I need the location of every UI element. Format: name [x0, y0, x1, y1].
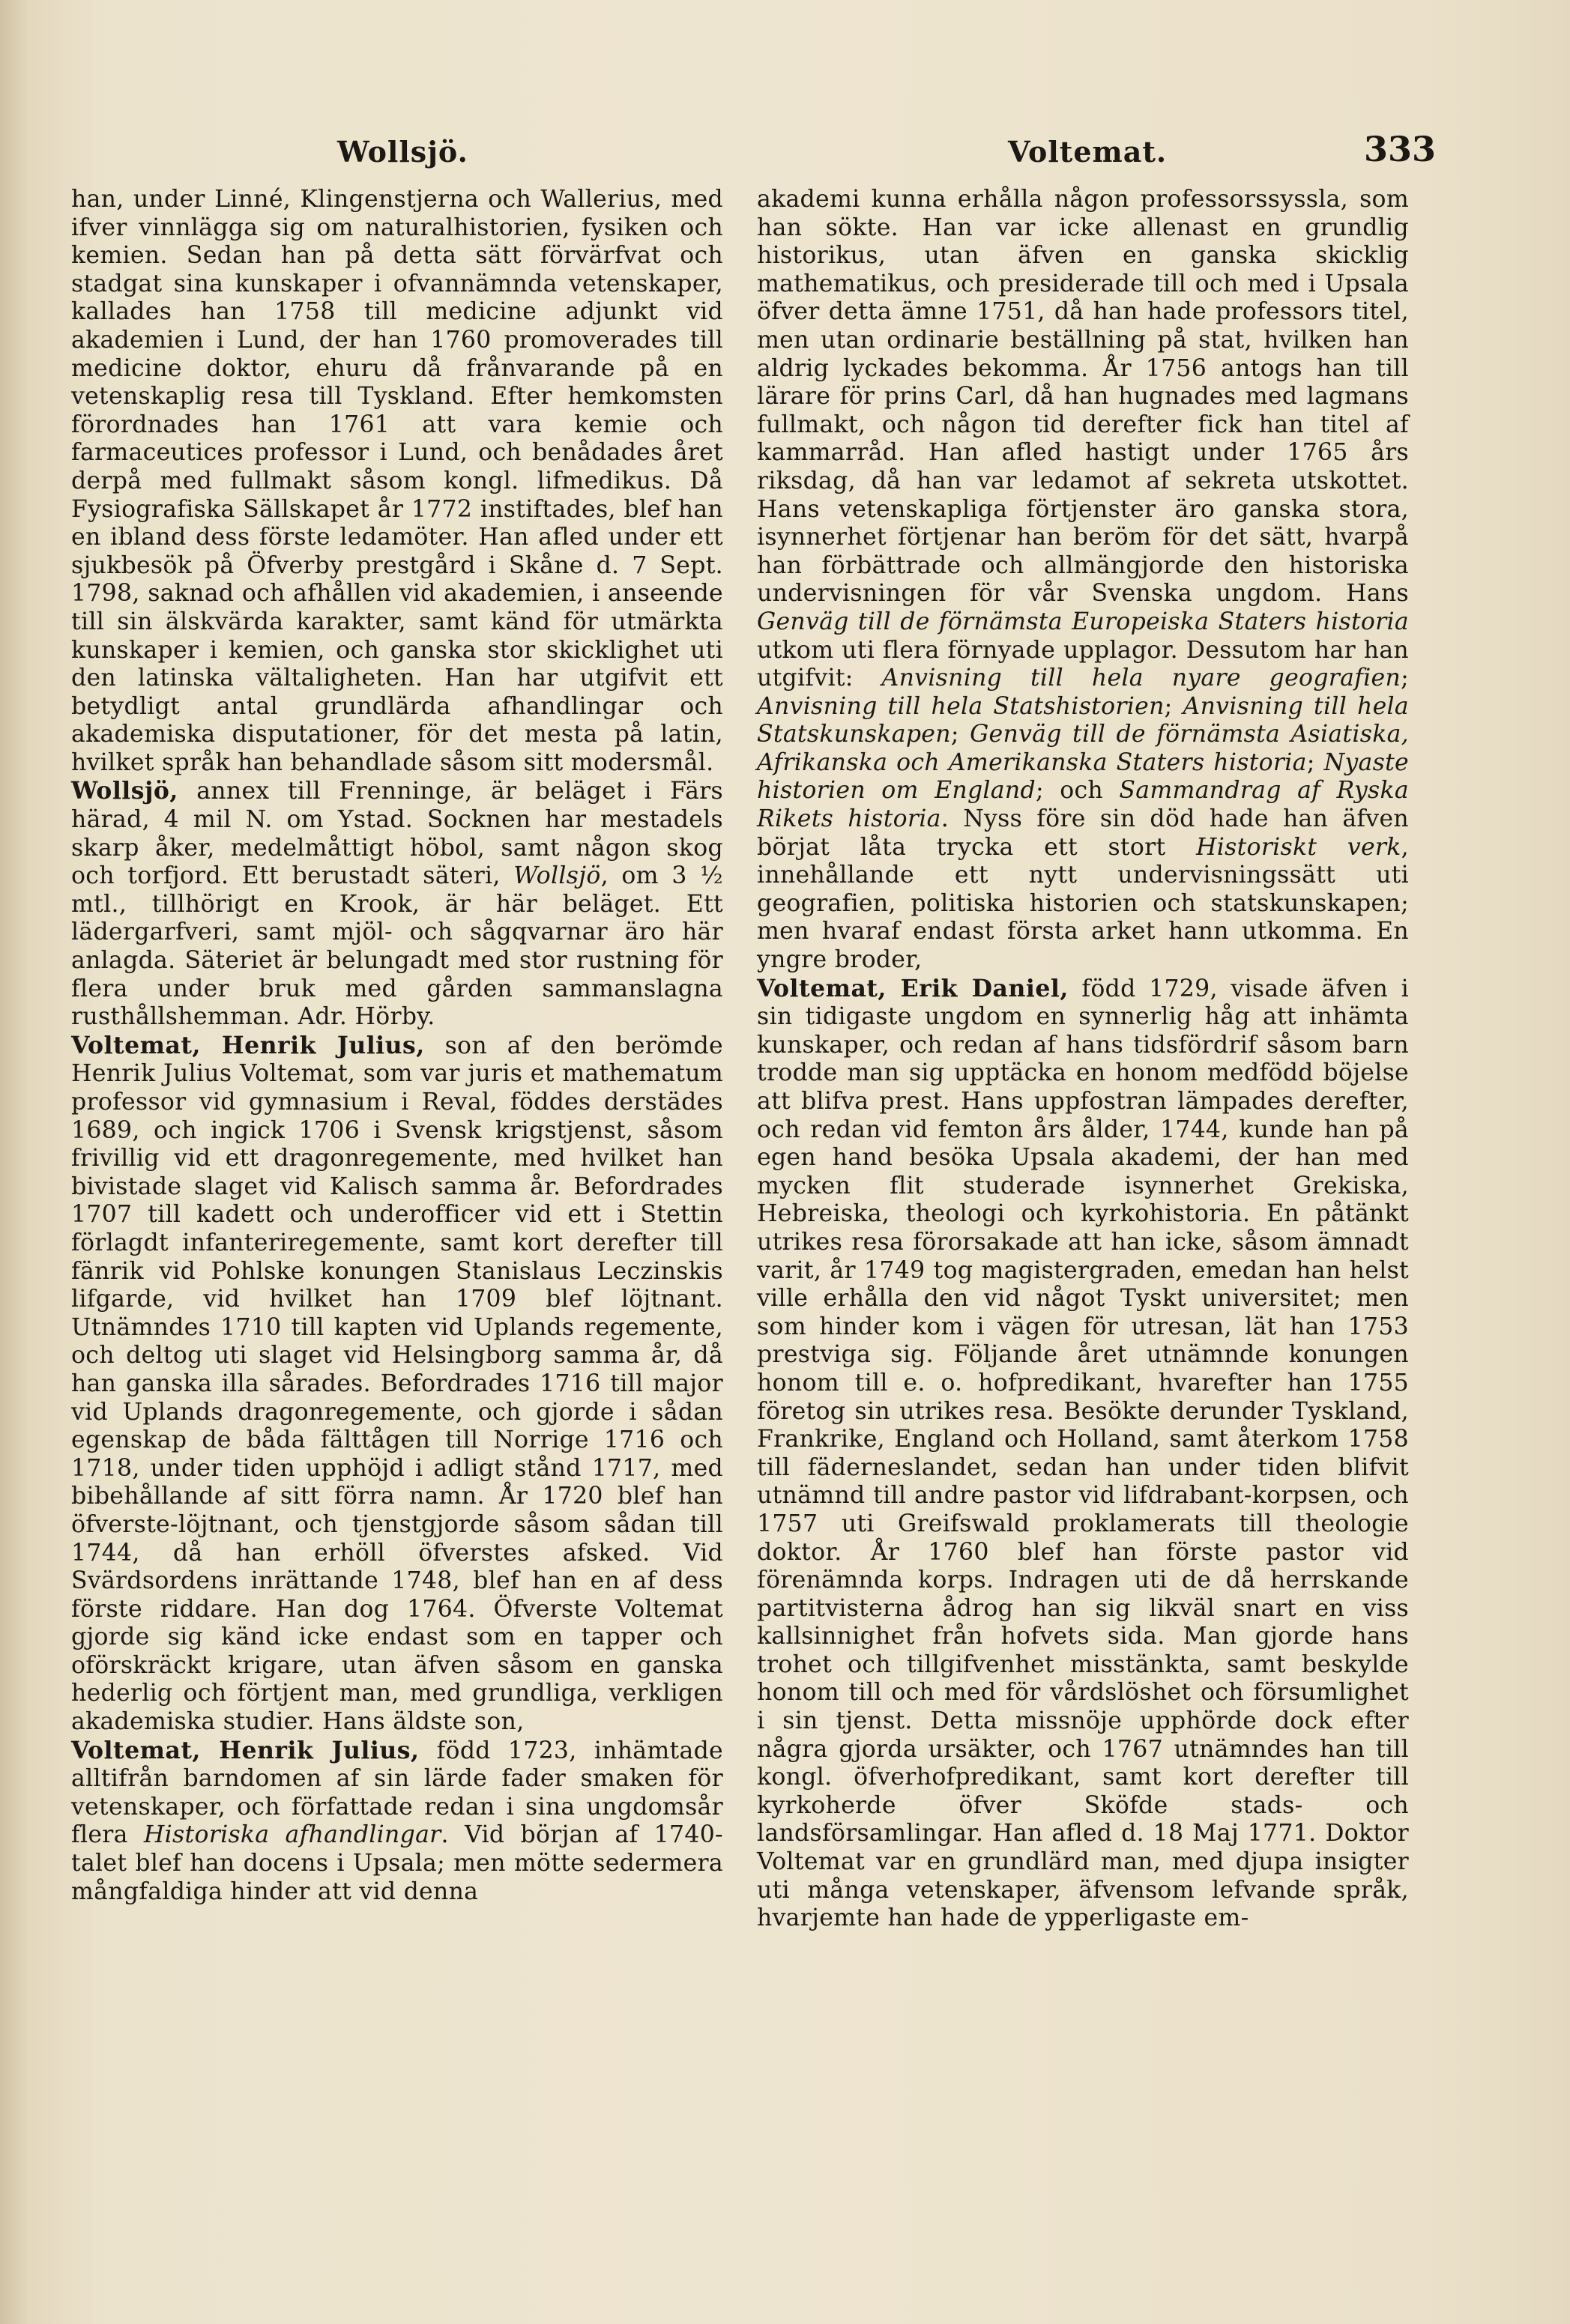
continuation-text: ; [1306, 748, 1324, 776]
continuation-text: ; [1164, 692, 1183, 720]
book-title: Genväg till de förnämsta Asiatiska, Afrikanska och Amerikanska Staters historia [757, 721, 1409, 776]
continuation-text: ; [950, 721, 970, 748]
continuation-text: ; [1401, 665, 1410, 692]
entry-voltemat-erik-daniel [757, 975, 1409, 1933]
book-title: Anvisning till hela Statshistorien [757, 692, 1165, 720]
entry-text: född 1729, visade äfven i sin tidigaste ungdom en synnerlig håg att inhämta kunskaper, och redan af hans tidsfördrif såsom barn trodde man sig upptäcka en honom medfödd böjelse att blifva prest. Hans uppfostran lämpades derefter, och redan vid femton års ålder, 1744, kunde han på egen hand besöka Upsala akademi, der han med mycken flit studerade isynnerhet Grekiska, Hebreiska, theologi och kyrkohistoria. En påtänkt utrikes resa förorsakade att han icke, såsom ämnadt varit, år 1749 tog magistergraden, emedan han helst ville erhålla den vid något Tyskt universitet; men som hinder kom i vägen för utresan, lät han 1753 prestviga sig. Följande året utnämnde konungen honom till e. o. hofpredikant, hvarefter han 1755 företog sin utrikes resa. Besökte derunder Tyskland, Frankrike, England och Holland, samt återkom 1758 till fäderneslandet, sedan han under tiden blifvit utnämnd till andre pastor vid lifdrabant-korpsen, och 1757 uti Greifswald proklamerats till theologie doktor. År 1760 blef han förste pastor vid förenämnda korps. Indragen uti de då herrskande partitvisterna ådrog han sig likväl snart en viss kallsinnighet från hofvets sida. Man gjorde hans trohet och tillgifvenhet misstänkta, samt beskylde honom till och med för vårdslöshet och försumlighet i sin tjenst. Detta missnöje upphörde dock efter några gjorda ursäkter, och 1767 utnämndes han till kongl. öfverhofpredikant, samt kort derefter till kyrkoherde öfver Sköfde stads- och landsförsamlingar. Han afled d. 18 Maj 1771. Doktor Voltemat var en grundlärd man, med djupa insigter uti många vetenskaper, äfvensom lefvande språk, hvarjemte han hade de ypperligaste em- [757, 975, 1409, 1932]
page-number: 333 [1364, 129, 1437, 169]
entry-headword: Wollsjö, [71, 777, 178, 805]
continuation-text: han, under Linné, Klingenstjerna och Wallerius, med ifver vinnlägga sig om naturalhistorien, fysiken och kemien. Sedan han på detta sätt förvärfvat och stadgat sina kunskaper i ofvannämnda vetenskaper, kallades han 1758 till medicine adjunkt vid akademien i Lund, der han 1760 promoverades till medicine doktor, ehuru då frånvarande på en vetenskaplig resa till Tyskland. Efter hemkomsten förordnades han 1761 att vara kemie och farmaceutices professor i Lund, och benådades året derpå med fullmakt såsom kongl. lifmedikus. Då Fysiografiska Sällskapet år 1772 instiftades, blef han en ibland dess förste ledamöter. Han afled under ett sjukbesök på Öfverby prestgård i Skåne d. 7 Sept. 1798, saknad och afhållen vid akademien, i anseende till sin älskvärda karakter, samt känd för utmärkta kunskaper i kemien, och ganska stor skicklighet uti den latinska vältaligheten. Han har utgifvit ett betydligt antal grundlärda afhandlingar och akademiska disputationer, för det mesta på latin, hvilket språk han behandlade såsom sitt modersmål. [71, 186, 723, 776]
entry-italic-text: Historiska afhandlingar [143, 1821, 441, 1849]
header-right-title: Voltemat. [1008, 135, 1168, 169]
entry-text: , om 3 ½ mtl., tillhörigt en Krook, är här beläget. Ett lädergarfveri, samt mjöl- och sågqvarnar äro här anlagda. Säteriet är belungadt med stor rustning för flera under bruk med gården sammanslagna rusthållshemman. Adr. Hörby. [71, 862, 724, 1031]
continuation-text: ; och [1035, 777, 1120, 805]
entry-text: född 1723, inhämtade alltifrån barndomen af sin lärde fader smaken för vetenskaper, och författade redan i sina ungdomsår flera [71, 1737, 723, 1849]
continuation-text: , innehållande ett nytt undervisningssätt uti geografien, politiska historien och statskunskapen; men hvaraf endast första arket hann utkomma. En yngre broder, [757, 833, 1409, 974]
entry-headword: Voltemat, Erik Daniel, [757, 974, 1069, 1002]
book-title: Sammandrag af Ryska Rikets historia [757, 777, 1409, 833]
entry-headword: Voltemat, Henrik Julius, [71, 1031, 425, 1059]
entry-text: son af den berömde Henrik Julius Voltemat, som var juris et mathematum professor vid gymnasium i Reval, föddes derstädes 1689, och ingick 1706 i Svensk krigstjenst, såsom frivillig vid ett dragonregemente, med hvilket han bivistade slaget vid Kalisch samma år. Befordrades 1707 till kadett och underofficer vid ett i Stettin förlagdt infanteriregemente, samt kort derefter till fänrik vid Pohlske konungen Stanislaus Leczinskis lifgarde, vid hvilket han 1709 blef löjtnant. Utnämndes 1710 till kapten vid Uplands regemente, och deltog uti slaget vid Helsingborg samma år, då han ganska illa sårades. Befordrades 1716 till major vid Uplands dragonregemente, och gjorde i sådan egenskap de båda fälttågen till Norrige 1716 och 1718, under tiden upphöjd i adligt stånd 1717, med bibehållande af sitt förra namn. År 1720 blef han öfverste-löjtnant, och tjenstgjorde såsom sådan till 1744, då han erhöll öfverstes afsked. Vid Svärdsordens inrättande 1748, blef han en af dess förste riddare. Han dog 1764. Öfverste Voltemat gjorde sig känd icke endast som en tapper och oförskräckt krigare, utan äfven såsom en ganska hederlig och förtjent man, med grundliga, verkligen akademiska studier. Hans äldste son, [71, 1032, 723, 1736]
entry-voltemat-henrik-julius-elder [71, 1032, 723, 1737]
entry-text: annex till Frenninge, är beläget i Färs härad, 4 mil N. om Ystad. Socknen har mestadels skarp åker, medelmåttigt höbol, samt någon skog och torfjord. Ett berustadt säteri, [71, 778, 723, 890]
continuation-text: utkom uti flera förnyade upplagor. Dessutom har han utgifvit: [757, 636, 1409, 692]
right-column [757, 186, 1409, 1933]
entry-headword: Voltemat, Henrik Julius, [71, 1736, 420, 1764]
continuation-paragraph [757, 186, 1409, 975]
book-title: Historiskt verk [1195, 833, 1401, 861]
book-title: Anvisning till hela Statskunskapen [757, 692, 1410, 748]
continuation-text: . Nyss före sin död hade han äfven börjat låta trycka ett stort [757, 805, 1410, 861]
continuation-text: akademi kunna erhålla någon professorssyssla, som han sökte. Han var icke allenast en grundlig historikus, utan äfven en ganska skicklig mathematikus, och presiderade till och med i Upsala öfver detta ämne 1751, då han hade professors titel, men utan ordinarie beställning på stat, hvilken han aldrig lyckades bekomma. År 1756 antogs han till lärare för prins Carl, då han hugnades med lagmans fullmakt, och någon tid derefter fick han titel af kammarråd. Han afled hastigt under 1765 års riksdag, då han var ledamot af sekreta utskottet. Hans vetenskapliga förtjenster äro ganska stora, isynnerhet förtjenar han beröm för det sätt, hvarpå han förbättrade och allmängjorde den historiska undervisningen för vår Svenska ungdom. Hans [757, 186, 1409, 608]
left-column [71, 186, 723, 1906]
entry-voltemat-henrik-julius-younger [71, 1737, 723, 1907]
book-title: Nyaste historien om England [757, 748, 1409, 805]
entry-wollsjo [71, 777, 723, 1031]
entry-text: . Vid början af 1740-talet blef han docens i Upsala; men mötte sedermera mångfaldiga hinder att vid denna [71, 1821, 723, 1905]
entry-italic-text: Wollsjö [513, 862, 601, 890]
continuation-paragraph [71, 186, 723, 777]
header-left-title: Wollsjö. [337, 135, 468, 169]
book-title: Anvisning till hela nyare geografien [881, 665, 1401, 692]
running-header [71, 129, 1437, 174]
book-title: Genväg till de förnämsta Europeiska Staters historia [757, 608, 1409, 635]
